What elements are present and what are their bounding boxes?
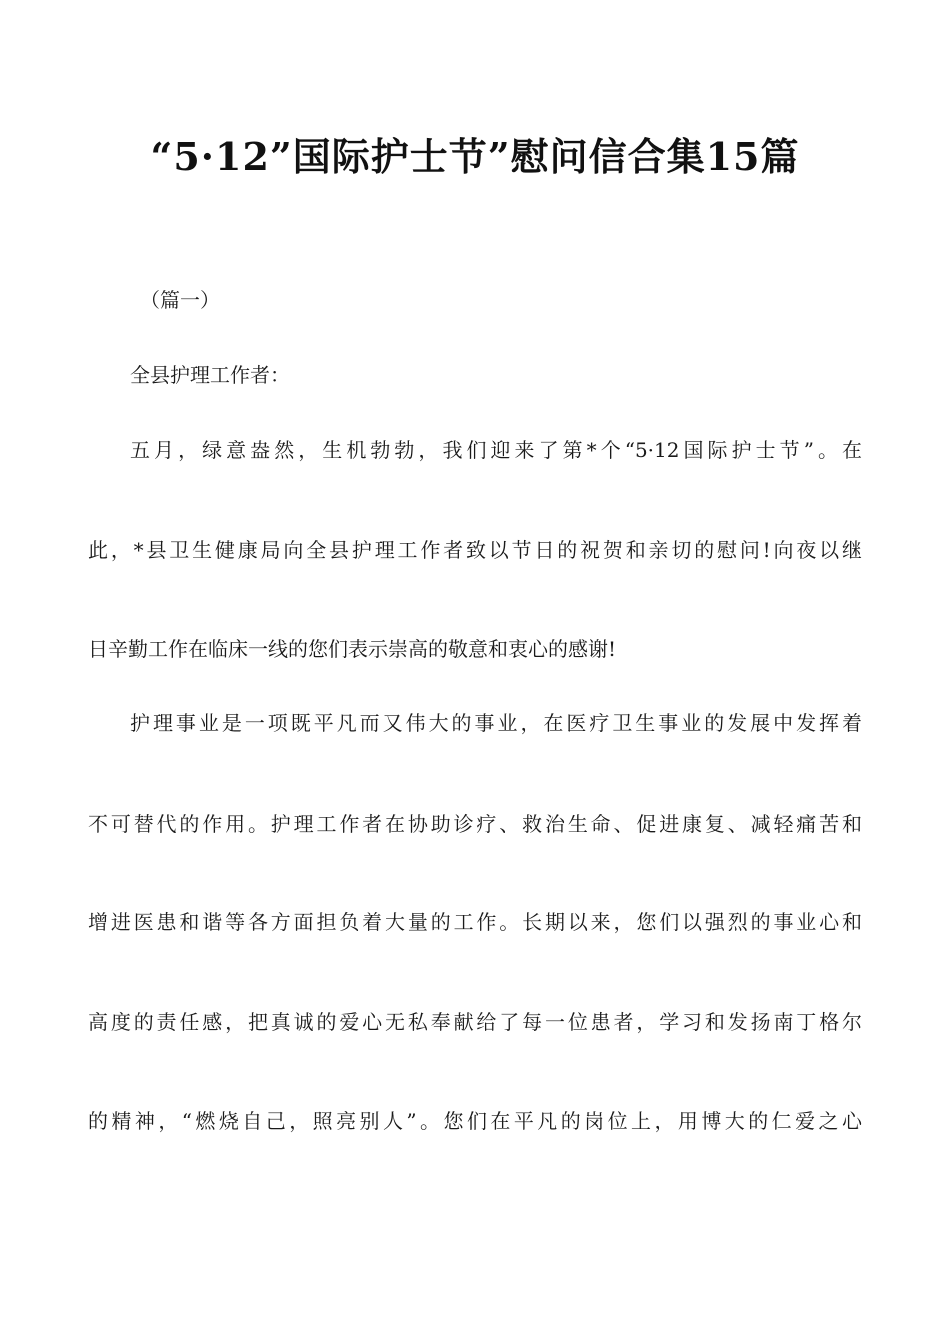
paragraph-2-line-5: 的精神，“燃烧自己，照亮别人”。您们在平凡的岗位上，用博大的仁爱之心 (88, 1109, 862, 1133)
paragraph-2-line-3: 增进医患和谐等各方面担负着大量的工作。长期以来，您们以强烈的事业心和 (88, 910, 862, 934)
paragraph-2-line-2: 不可替代的作用。护理工作者在协助诊疗、救治生命、促进康复、减轻痛苦和 (88, 812, 862, 836)
paragraph-2-line-4: 高度的责任感，把真诚的爱心无私奉献给了每一位患者，学习和发扬南丁格尔 (88, 1010, 862, 1034)
paragraph-1-line-3: 日辛勤工作在临床一线的您们表示崇高的敬意和衷心的感谢! (88, 637, 617, 661)
salutation: 全县护理工作者： (130, 363, 290, 387)
paragraph-1-line-1: 五月，绿意盎然，生机勃勃，我们迎来了第*个“5·12国际护士节”。在 (130, 438, 862, 462)
document-title: “5·12”国际护士节”慰问信合集15篇 (150, 134, 800, 179)
section-label: （篇一） (140, 288, 220, 312)
paragraph-2-line-1: 护理事业是一项既平凡而又伟大的事业，在医疗卫生事业的发展中发挥着 (130, 711, 862, 735)
paragraph-1-line-2: 此，*县卫生健康局向全县护理工作者致以节日的祝贺和亲切的慰问!向夜以继 (88, 538, 862, 562)
